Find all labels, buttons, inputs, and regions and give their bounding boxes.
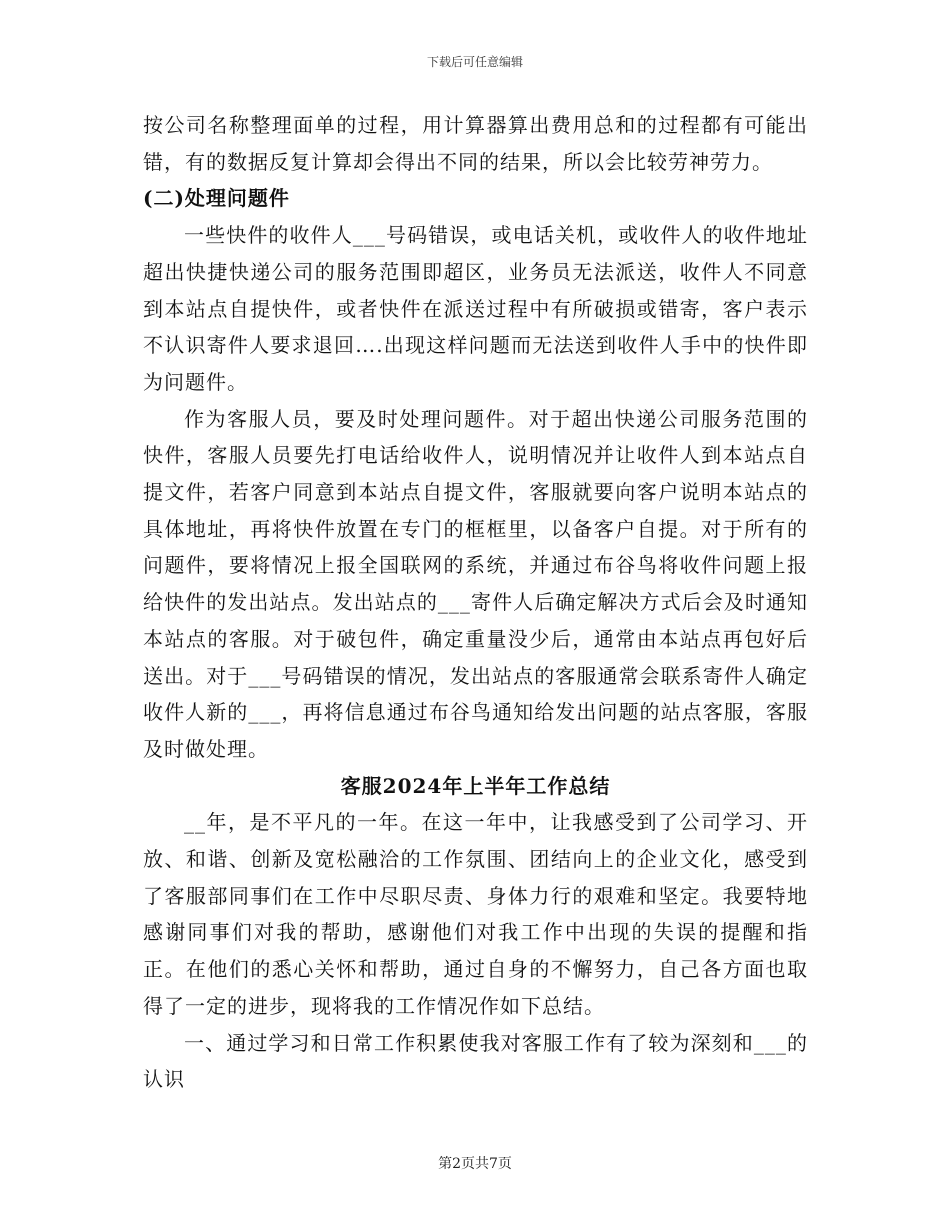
page-footer: 第2页共7页 [438,1156,512,1172]
document-body [143,107,808,1098]
paragraph-point-one: 一、通过学习和日常工作积累使我对客服工作有了较为深刻和___的认识 [143,1030,808,1092]
document-title: 客服2024年上半年工作总结 [340,773,611,798]
page-header: 下载后可任意编辑 [426,55,523,69]
paragraph-problem-items-definition: 一些快件的收件人___号码错误，或电话关机，或收件人的收件地址超出快捷快递公司的服务范围即超区，业务员无法派送，收件人不同意到本站点自提快件，或者快件在派送过程中有所破损或错寄，客户表示不认识寄件人要求退回….出现这样问题而无法送到收件人手中的快件即为问题件。 [143,223,808,394]
paragraph-intro: __年，是不平凡的一年。在这一年中，让我感受到了公司学习、开放、和谐、创新及宽松融洽的工作氛围、团结向上的企业文化，感受到了客服部同事们在工作中尽职尽责、身体力行的艰难和坚定。我要特地感谢同事们对我的帮助，感谢他们对我工作中出现的失误的提醒和指正。在他们的悉心关怀和帮助，通过自身的不懈努力，自己各方面也取得了一定的进步，现将我的工作情况作如下总结。 [143,810,808,1018]
paragraph-continuation: 按公司名称整理面单的过程，用计算器算出费用总和的过程都有可能出错，有的数据反复计算却会得出不同的结果，所以会比较劳神劳力。 [143,113,808,174]
paragraph-problem-items-handling: 作为客服人员，要及时处理问题件。对于超出快递公司服务范围的快件，客服人员要先打电话给收件人，说明情况并让收件人到本站点自提文件，若客户同意到本站点自提文件，客服就要向客户说明本站点的具体地址，再将快件放置在专门的框框里，以备客户自提。对于所有的问题件，要将情况上报全国联网的系统，并通过布谷鸟将收件问题上报给快件的发出站点。发出站点的___寄件人后确定解决方式后会及时通知本站点的客服。对于破包件，确定重量没少后，通常由本站点再包好后送出。对于___号码错误的情况，发出站点的客服通常会联系寄件人确定收件人新的___，再将信息通过布谷鸟通知给发出问题的站点客服，客服及时做处理。 [143,406,808,761]
section-heading-problem-items: (二)处理问题件 [143,186,290,211]
